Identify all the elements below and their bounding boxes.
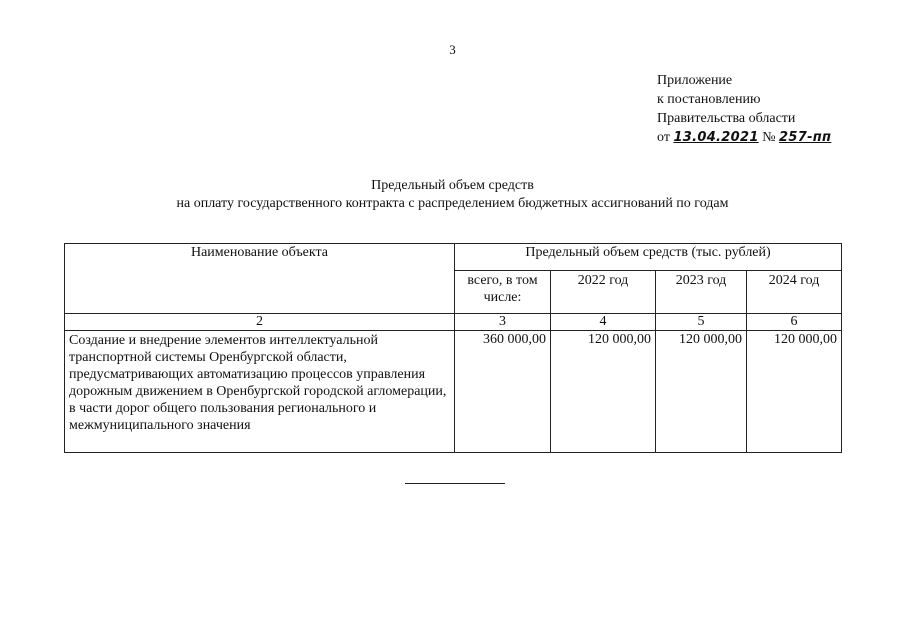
value-2024-cell: 120 000,00: [747, 331, 842, 453]
column-number: 6: [747, 314, 842, 331]
total-value-cell: 360 000,00: [455, 331, 551, 453]
appendix-line-2: к постановлению: [657, 92, 761, 107]
handwritten-number: 257-пп: [779, 130, 832, 145]
handwritten-date: 13.04.2021: [673, 130, 759, 145]
column-number-row: [65, 314, 842, 331]
value-2022-cell: 120 000,00: [551, 331, 656, 453]
table-row: [65, 331, 842, 453]
subheader-2024: 2024 год: [747, 271, 842, 314]
appendix-line-3: Правительства области: [657, 111, 796, 126]
subheader-2023: 2023 год: [656, 271, 747, 314]
date-prefix: от: [657, 130, 670, 145]
document-title: [0, 177, 905, 213]
appendix-block: [657, 71, 831, 147]
header-funding-limit: Предельный объем средств (тыс. рублей): [455, 244, 842, 271]
page-number: 3: [449, 42, 456, 57]
value-2023-cell: 120 000,00: [656, 331, 747, 453]
table-header-row: [65, 244, 842, 271]
appendix-line-1: Приложение: [657, 73, 733, 88]
subheader-total: всего, в том числе:: [455, 271, 551, 314]
appendix-date-line: [657, 128, 831, 147]
number-prefix: №: [762, 130, 776, 145]
column-number: 4: [551, 314, 656, 331]
column-number: 5: [656, 314, 747, 331]
column-number: 3: [455, 314, 551, 331]
title-line-2: на оплату государственного контракта с распределением бюджетных ассигнований по годам: [176, 196, 729, 211]
title-line-1: Предельный объем средств: [371, 178, 534, 193]
end-rule-divider: [405, 483, 505, 484]
object-name-cell: Создание и внедрение элементов интеллектуальной транспортной системы Оренбургской области, предусматривающих автоматизацию процессов управления дорожным движением в Оренбургской городской агломерации, в части дорог общего пользования регионального и межмуниципального значения: [65, 331, 455, 453]
column-number: 2: [65, 314, 455, 331]
budget-table: [64, 243, 842, 453]
header-object-name: Наименование объекта: [65, 244, 455, 314]
subheader-2022: 2022 год: [551, 271, 656, 314]
